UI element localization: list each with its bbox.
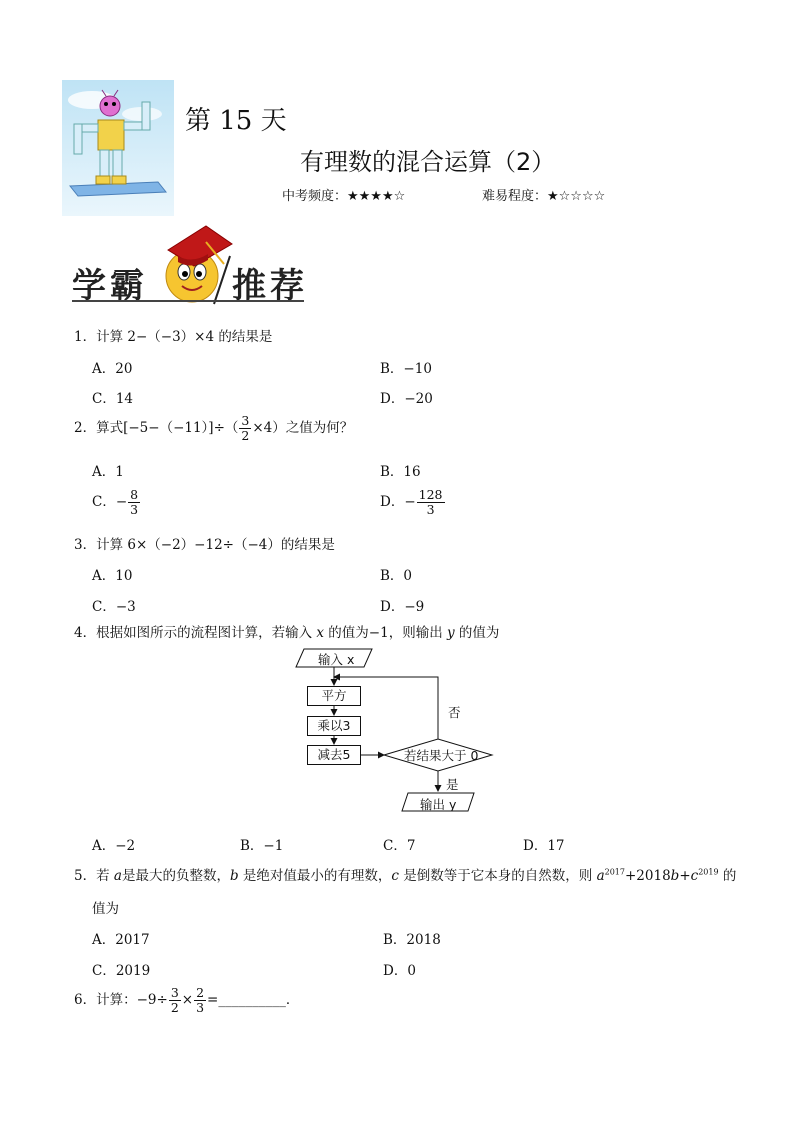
question-1-stem: 1．计算 2−（−3）×4 的结果是: [74, 329, 273, 345]
q2-fraction: $\frac{3}{2}$: [241, 413, 250, 443]
flowchart-input: 输入 x: [318, 652, 355, 667]
flowchart-output: 输出 y: [420, 797, 457, 812]
q6-answer-blank[interactable]: __________: [218, 992, 286, 1008]
flowchart-no-label: 否: [448, 705, 461, 720]
banner-right-text: 推荐: [232, 266, 308, 306]
graduate-smiley-icon: [148, 220, 240, 310]
flowchart-step-square: 平方: [307, 686, 361, 706]
q2-stem-pre: 2．算式[−5−（−11）]÷（: [74, 420, 239, 436]
q1-option-c[interactable]: C．14: [92, 391, 134, 407]
q2-option-a[interactable]: A．1: [92, 464, 124, 480]
q1-option-d[interactable]: D．−20: [380, 391, 433, 407]
flowchart-step-subtract: 减去5: [307, 745, 361, 765]
q1-option-a[interactable]: A．20: [92, 361, 133, 377]
q5-stem-line2: 值为: [92, 901, 119, 917]
exam-frequency: 中考频度：★★★★☆: [282, 189, 406, 204]
q3-option-d[interactable]: D．−9: [380, 599, 425, 615]
day-label: 第 15 天: [185, 106, 287, 136]
q5-option-d[interactable]: D．0: [383, 963, 416, 979]
q3-option-a[interactable]: A．10: [92, 568, 133, 584]
q2-option-d[interactable]: D．− $\frac{128}{3}$: [380, 487, 443, 517]
question-5-stem: 5．若 a是最大的负整数，b 是绝对值最小的有理数，c 是倒数等于它本身的自然数，则 $a^{2017}+2018b+c^{2019}$ 的: [74, 867, 737, 884]
question-2-stem: [74, 414, 353, 443]
q2-stem-post: ×4）之值为何？: [252, 420, 354, 436]
q3-option-c[interactable]: C．−3: [92, 599, 136, 615]
q3-option-b[interactable]: B．0: [380, 568, 413, 584]
q2-option-b[interactable]: B．16: [380, 464, 421, 480]
q4-option-d[interactable]: D．17: [523, 838, 565, 854]
question-3-stem: 3．计算 6×（−2）−12÷（−4）的结果是: [74, 537, 335, 553]
q5-option-b[interactable]: B．2018: [383, 932, 441, 948]
question-6-stem: 6．计算：−9÷ $\frac{3}{2}$ × $\frac{2}{3}$ =__________．: [74, 985, 300, 1015]
q5-option-a[interactable]: A．2017: [92, 932, 150, 948]
q1-option-b[interactable]: B．−10: [380, 361, 432, 377]
q4-option-b[interactable]: B．−1: [240, 838, 284, 854]
robot-logo: [62, 80, 174, 216]
flowchart-step-multiply: 乘以3: [307, 716, 361, 736]
question-4-stem: 4．根据如图所示的流程图计算，若输入 x 的值为−1，则输出 y 的值为: [74, 625, 500, 641]
flowchart-yes-label: 是: [446, 777, 459, 792]
banner-underline: [72, 300, 304, 302]
q2-option-c[interactable]: C．− $\frac{8}{3}$: [92, 487, 139, 517]
difficulty-level: 难易程度：★☆☆☆☆: [482, 189, 606, 204]
flowchart-decision: 若结果大于 0: [404, 748, 479, 763]
page-title: 有理数的混合运算（2）: [300, 148, 556, 176]
banner-left-text: 学霸: [72, 266, 148, 306]
q4-option-c[interactable]: C．7: [383, 838, 416, 854]
q5-option-c[interactable]: C．2019: [92, 963, 151, 979]
q4-option-a[interactable]: A．−2: [92, 838, 136, 854]
